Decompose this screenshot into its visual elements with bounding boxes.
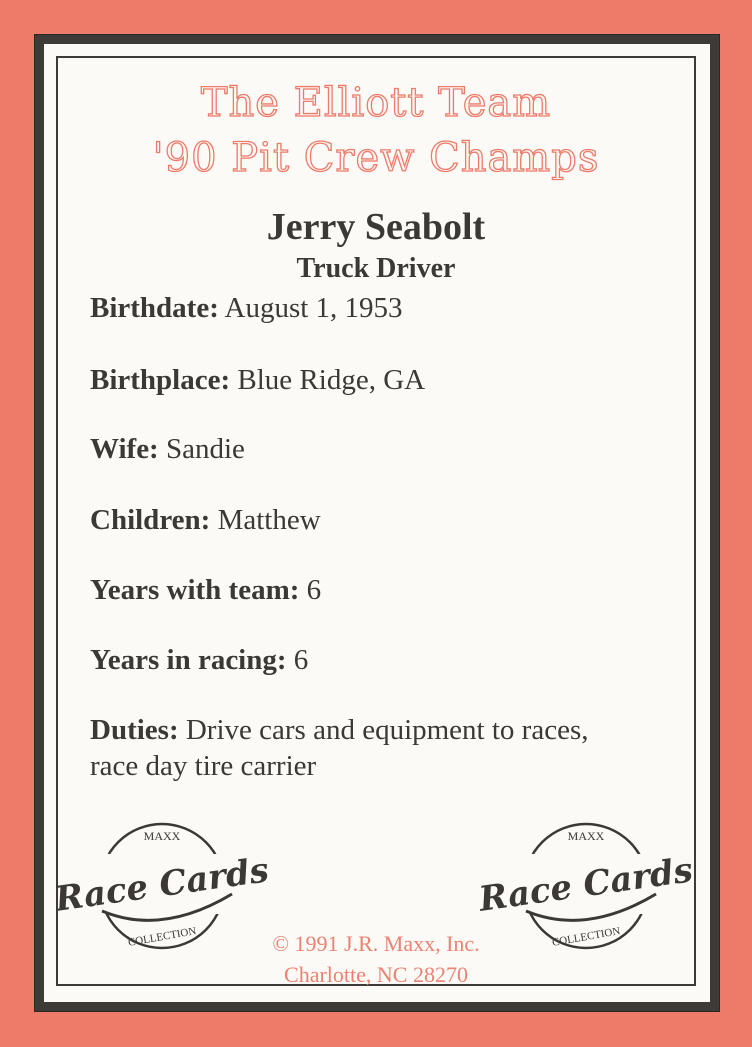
logo-main-text: Race Cards	[476, 850, 696, 920]
field-children	[90, 502, 650, 538]
field-value: 6	[286, 644, 309, 676]
field-birthplace	[90, 362, 650, 398]
field-label: Years with team:	[90, 574, 300, 606]
field-label: Birthplace:	[90, 364, 231, 396]
field-duties	[90, 712, 610, 784]
field-label: Years in racing:	[90, 644, 287, 676]
field-label: Wife:	[90, 433, 159, 465]
copyright-line: © 1991 J.R. Maxx, Inc.	[272, 931, 480, 956]
field-wife	[90, 431, 650, 467]
field-value: Sandie	[158, 433, 245, 465]
logo-top-text: MAXX	[143, 829, 181, 843]
copyright-block	[200, 928, 552, 990]
field-years-in-racing	[90, 642, 650, 678]
field-value: August 1, 1953	[218, 292, 403, 324]
field-birthdate	[90, 290, 650, 326]
logo-main-text: Race Cards	[52, 850, 272, 920]
person-name: Jerry Seabolt	[266, 206, 486, 248]
logo-bottom-text: COLLECTION	[127, 925, 198, 949]
field-label: Duties:	[90, 714, 179, 746]
field-value: 6	[299, 574, 322, 606]
headline-team: The Elliott Team	[200, 80, 552, 126]
logo-bottom-text: COLLECTION	[551, 925, 622, 949]
address-line: Charlotte, NC 28270	[284, 962, 468, 987]
field-value: Blue Ridge, GA	[230, 364, 426, 396]
person-role: Truck Driver	[296, 253, 456, 284]
field-value: Matthew	[210, 504, 321, 536]
logo-top-text: MAXX	[567, 829, 605, 843]
headline-champs: '90 Pit Crew Champs	[152, 135, 600, 181]
field-value: Drive cars and equipment to races, race day tire carrier	[90, 714, 589, 782]
field-label: Birthdate:	[90, 292, 219, 324]
field-label: Children:	[90, 504, 211, 536]
field-years-with-team	[90, 572, 650, 608]
